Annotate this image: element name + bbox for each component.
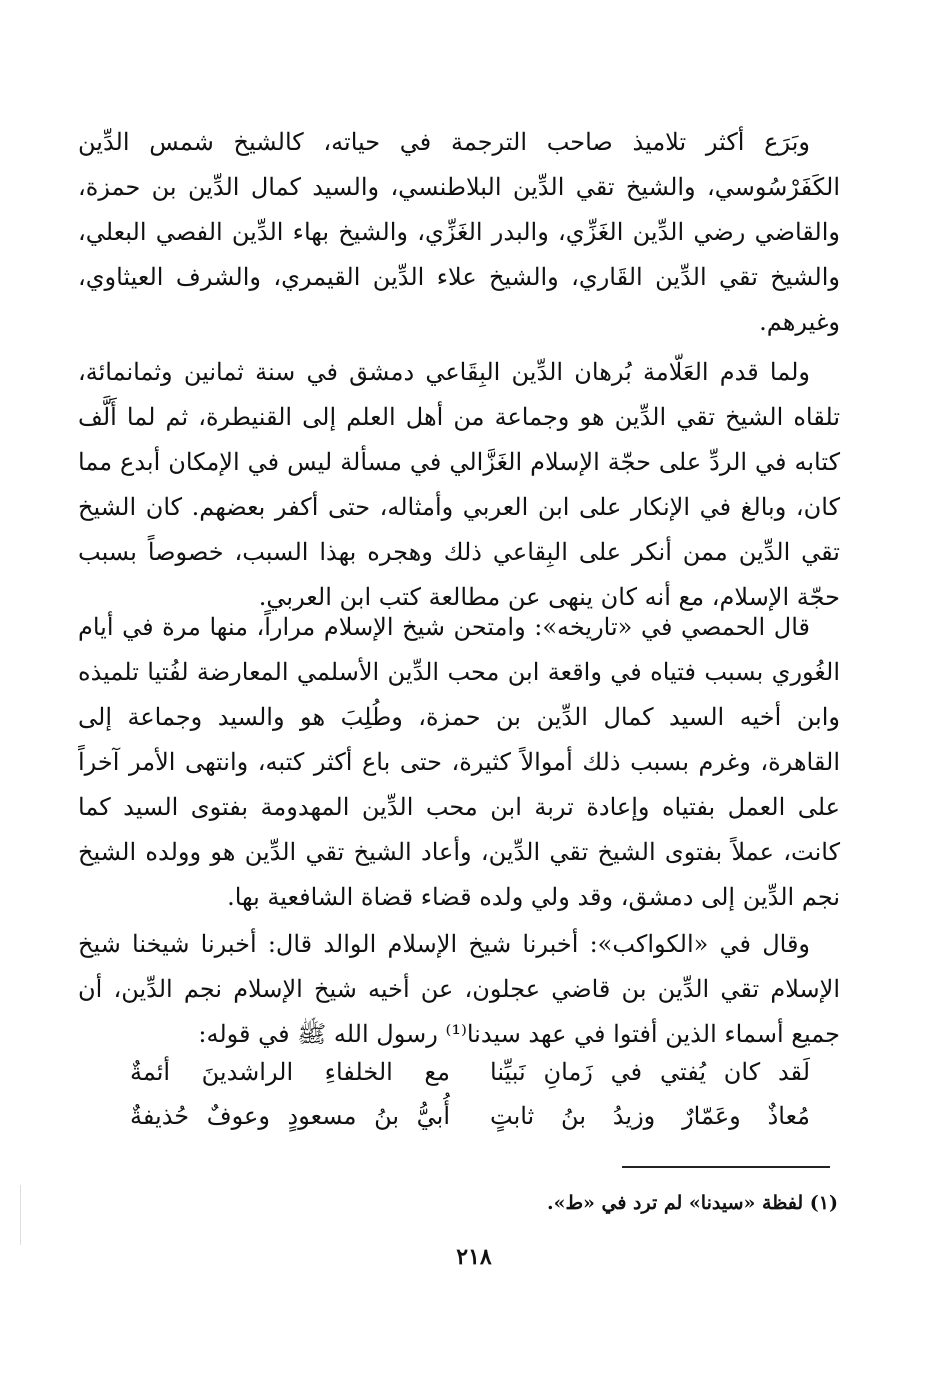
paragraph-biqai bbox=[78, 350, 840, 620]
footnote: (١) لفظة «سيدنا» لم ترد في «ط». bbox=[546, 1192, 838, 1214]
poem-second-hemistich: مع الخلفاءِ الراشدينَ أئمةٌ bbox=[130, 1058, 450, 1086]
footnote-divider bbox=[622, 1166, 830, 1168]
paragraph-text: ولما قدم العَلّامة بُرهان الدِّين البِقَاعي دمشق في سنة ثمانين وثمانمائة، تلقاه الشيخ تقي الدِّين هو وجماعة من أهل العلم إلى القنيطرة، ثم لما أَلَّف كتابه في الردِّ على حجّة الإسلام الغَزَّالي في مسألة ليس في الإمكان أبدع مما كان، وبالغ في الإنكار على ابن العربي وأمثاله، حتى أكفر بعضهم. كان الشيخ تقي الدِّين ممن أنكر على البِقاعي ذلك وهجره بهذا السبب، خصوصاً بسبب حجّة الإسلام، مع أنه كان ينهى عن مطالعة كتب ابن العربي. bbox=[78, 358, 840, 611]
paragraph-text: وبَرَع أكثر تلاميذ صاحب الترجمة في حياته، كالشيخ شمس الدِّين الكَفَرْسُوسي، والشيخ تقي الدِّين البلاطنسي، والسيد كمال الدِّين بن حمزة، والقاضي رضي الدِّين الغَزِّي، والبدر الغَزِّي، والشيخ بهاء الدِّين الفصي البعلي، والشيخ تقي الدِّين القَاري، والشيخ علاء الدِّين القيمري، والشرف العيثاوي، وغيرهم. bbox=[78, 128, 840, 336]
poem-first-hemistich: لَقد كان يُفتي في زَمانِ نَبيِّنا bbox=[490, 1058, 810, 1086]
paragraph-kawakib bbox=[78, 922, 840, 1057]
paragraph-text: وقال في «الكواكب»: أخبرنا شيخ الإسلام الوالد قال: أخبرنا شيخنا شيخ الإسلام تقي الدِّين بن قاضي عجلون، عن أخيه شيخ الإسلام نجم الدِّين، أن جميع أسماء الذين أفتوا في عهد سيدنا⁽¹⁾ رسول الله ﷺ في قوله: bbox=[78, 930, 840, 1048]
poem bbox=[130, 1050, 810, 1138]
scan-margin-mark bbox=[20, 1185, 21, 1245]
page-number: ٢١٨ bbox=[456, 1244, 492, 1270]
poem-verse bbox=[130, 1050, 810, 1094]
paragraph-text: قال الحمصي في «تاريخه»: وامتحن شيخ الإسلام مراراً، منها مرة في أيام الغُوري بسبب فتياه في واقعة ابن محب الدِّين الأسلمي المعارضة لفُتيا تلميذه وابن أخيه السيد كمال الدِّين بن حمزة، وطُلِبَ هو والسيد وجماعة إلى القاهرة، وغرم بسبب ذلك أموالاً كثيرة، حتى باع أكثر كتبه، وانتهى الأمر آخراً على العمل بفتياه وإعادة تربة ابن محب الدِّين المهدومة بفتوى السيد كما كانت، عملاً بفتوى الشيخ تقي الدِّين، وأعاد الشيخ تقي الدِّين هو وولده الشيخ نجم الدِّين إلى دمشق، وقد ولي ولده قضاء قضاة الشافعية بها. bbox=[78, 613, 840, 911]
paragraph-students bbox=[78, 120, 840, 345]
poem-first-hemistich: مُعاذٌ وعَمّارٌ وزيدُ بنُ ثابتٍ bbox=[490, 1102, 810, 1130]
poem-second-hemistich: أُبيُّ بنُ مسعودٍ وعوفٌ حُذيفةٌ bbox=[130, 1102, 450, 1130]
poem-verse bbox=[130, 1094, 810, 1138]
paragraph-himsi bbox=[78, 605, 840, 920]
